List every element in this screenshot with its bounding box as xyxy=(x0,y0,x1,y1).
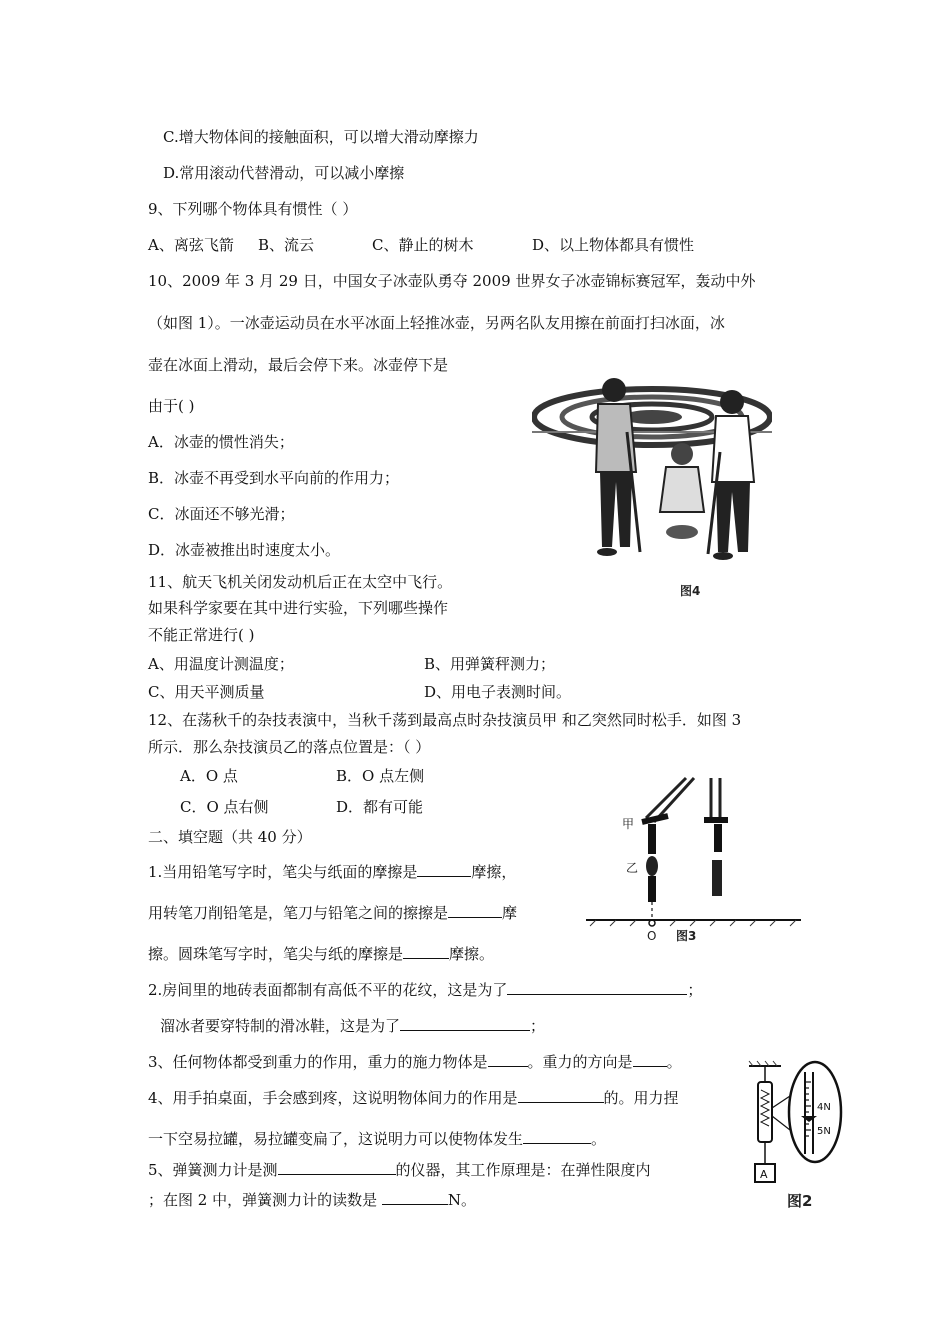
q9-option-a: A、离弦飞箭 xyxy=(148,236,234,254)
fill-2-blank-1[interactable] xyxy=(507,980,687,995)
q12-line-1: 12、在荡秋千的杂技表演中，当秋千荡到最高点时杂技演员甲 和乙突然同时松手．如图 3 xyxy=(148,711,742,729)
fill-5-line-1 xyxy=(148,1160,651,1180)
fill-1-text-b: 摩擦， xyxy=(471,863,517,881)
swing-label-yi: 乙 xyxy=(626,861,639,875)
fill-5-blank-2[interactable] xyxy=(382,1190,448,1205)
q11-option-b: B、用弹簧秤测力； xyxy=(424,655,556,673)
fill-3-text-b: 。重力的方向是 xyxy=(527,1053,633,1071)
fill-1-blank-2[interactable] xyxy=(448,903,502,918)
fill-1-line-3 xyxy=(148,944,494,964)
q11-line-2: 如果科学家要在其中进行实验，下列哪些操作 xyxy=(148,599,449,617)
fill-4-text-d: 。 xyxy=(591,1130,607,1148)
fill-1-blank-1[interactable] xyxy=(417,862,471,877)
fill-1-line-1 xyxy=(148,862,516,882)
q9-stem: 9、下列哪个物体具有惯性（ ） xyxy=(148,200,358,218)
fill-2-blank-2[interactable] xyxy=(400,1016,530,1031)
q10-option-b: B．冰壶不再受到水平向前的作用力； xyxy=(148,469,400,487)
fill-2-text-a: 2.房间里的地砖表面都制有高低不平的花纹，这是为了 xyxy=(148,981,508,999)
section-2-heading: 二、填空题（共 40 分） xyxy=(148,828,312,846)
fill-4-blank-2[interactable] xyxy=(523,1129,591,1144)
fill-5-text-a: 5、弹簧测力计是测 xyxy=(148,1161,278,1179)
fill-3-blank-1[interactable] xyxy=(488,1052,528,1067)
q11-option-c: C、用天平测质量 xyxy=(148,683,265,701)
fill-4-text-a: 4、用手拍桌面，手会感到疼，这说明物体间力的作用是 xyxy=(148,1089,518,1107)
fill-2-text-b: ； xyxy=(687,981,703,999)
q12-option-d: D．都有可能 xyxy=(336,798,424,816)
q10-line-4: 由于( ) xyxy=(148,397,195,415)
fill-5-line-2 xyxy=(148,1190,476,1210)
q10-option-a: A．冰壶的惯性消失； xyxy=(148,433,294,451)
fill-3-blank-2[interactable] xyxy=(633,1052,667,1067)
q12-option-a: A．O 点 xyxy=(180,767,238,785)
q8-option-d: D.常用滚动代替滑动，可以减小摩擦 xyxy=(163,164,405,182)
fill-1-text-e: 擦。圆珠笔写字时，笔尖与纸的摩擦是 xyxy=(148,945,404,963)
q9-option-c: C、静止的树木 xyxy=(372,236,474,254)
fill-5-text-c: ；在图 2 中，弹簧测力计的读数是 xyxy=(148,1191,382,1209)
spring-scale-figure xyxy=(745,1060,845,1220)
q12-line-2: 所示．那么杂技演员乙的落点位置是：（ ） xyxy=(148,738,431,756)
curling-figure-caption: 图4 xyxy=(680,584,701,598)
swing-figure xyxy=(586,768,801,953)
fill-1-text-f: 摩擦。 xyxy=(449,945,495,963)
fill-1-text-c: 用转笔刀削铅笔是，笔刀与铅笔之间的擦擦是 xyxy=(148,904,449,922)
q10-option-c: C．冰面还不够光滑； xyxy=(148,505,295,523)
q12-option-b: B．O 点左侧 xyxy=(336,767,425,785)
fill-1-line-2 xyxy=(148,903,517,923)
q11-option-d: D、用电子表测时间。 xyxy=(424,683,572,701)
fill-2-line-1 xyxy=(148,980,702,1000)
spring-label-5n: 5N xyxy=(817,1126,831,1137)
fill-4-blank-1[interactable] xyxy=(518,1088,604,1103)
q8-option-c: C.增大物体间的接触面积，可以增大滑动摩擦力 xyxy=(163,128,479,146)
fill-2-line-2 xyxy=(160,1016,545,1036)
fill-1-text-a: 1.当用铅笔写字时，笔尖与纸面的摩擦是 xyxy=(148,863,418,881)
swing-label-jia: 甲 xyxy=(622,817,635,831)
q9-option-b: B、流云 xyxy=(258,236,315,254)
fill-5-text-d: N。 xyxy=(447,1191,476,1209)
swing-label-o: O xyxy=(647,929,657,943)
q10-line-1: 10、2009 年 3 月 29 日，中国女子冰壶队勇夺 2009 世界女子冰壶锦标赛冠军，轰动中外 xyxy=(148,272,756,290)
swing-figure-caption: 图3 xyxy=(676,929,697,943)
fill-2-text-d: ； xyxy=(530,1017,546,1035)
q10-line-2: （如图 1）。一冰壶运动员在水平冰面上轻推冰壶，另两名队友用擦在前面打扫冰面，冰 xyxy=(148,314,725,332)
q10-line-3: 壶在冰面上滑动，最后会停下来。冰壶停下是 xyxy=(148,356,449,374)
fill-5-text-b: 的仪器，其工作原理是：在弹性限度内 xyxy=(395,1161,651,1179)
fill-3-text-c: 。 xyxy=(666,1053,682,1071)
fill-3-line xyxy=(148,1052,682,1072)
q11-line-3: 不能正常进行( ) xyxy=(148,626,255,644)
spring-weight-label: A xyxy=(760,1168,768,1181)
q11-line-1: 11、航天飞机关闭发动机后正在太空中飞行。 xyxy=(148,573,453,591)
fill-4-line-2 xyxy=(148,1129,606,1149)
fill-4-text-c: 一下空易拉罐，易拉罐变扁了，这说明力可以使物体发生 xyxy=(148,1130,524,1148)
q10-option-d: D．冰壶被推出时速度太小。 xyxy=(148,541,341,559)
q9-option-d: D、以上物体都具有惯性 xyxy=(532,236,695,254)
spring-figure-caption: 图2 xyxy=(787,1192,813,1210)
fill-4-line-1 xyxy=(148,1088,679,1108)
q12-option-c: C．O 点右侧 xyxy=(180,798,269,816)
fill-1-blank-3[interactable] xyxy=(403,944,449,959)
fill-1-text-d: 摩 xyxy=(502,904,518,922)
spring-label-4n: 4N xyxy=(817,1102,831,1113)
curling-figure xyxy=(532,372,772,607)
fill-2-text-c: 溜冰者要穿特制的滑冰鞋，这是为了 xyxy=(160,1017,401,1035)
fill-5-blank-1[interactable] xyxy=(278,1160,396,1175)
fill-3-text-a: 3、任何物体都受到重力的作用，重力的施力物体是 xyxy=(148,1053,488,1071)
q11-option-a: A、用温度计测温度； xyxy=(148,655,294,673)
fill-4-text-b: 的。用力捏 xyxy=(603,1089,679,1107)
